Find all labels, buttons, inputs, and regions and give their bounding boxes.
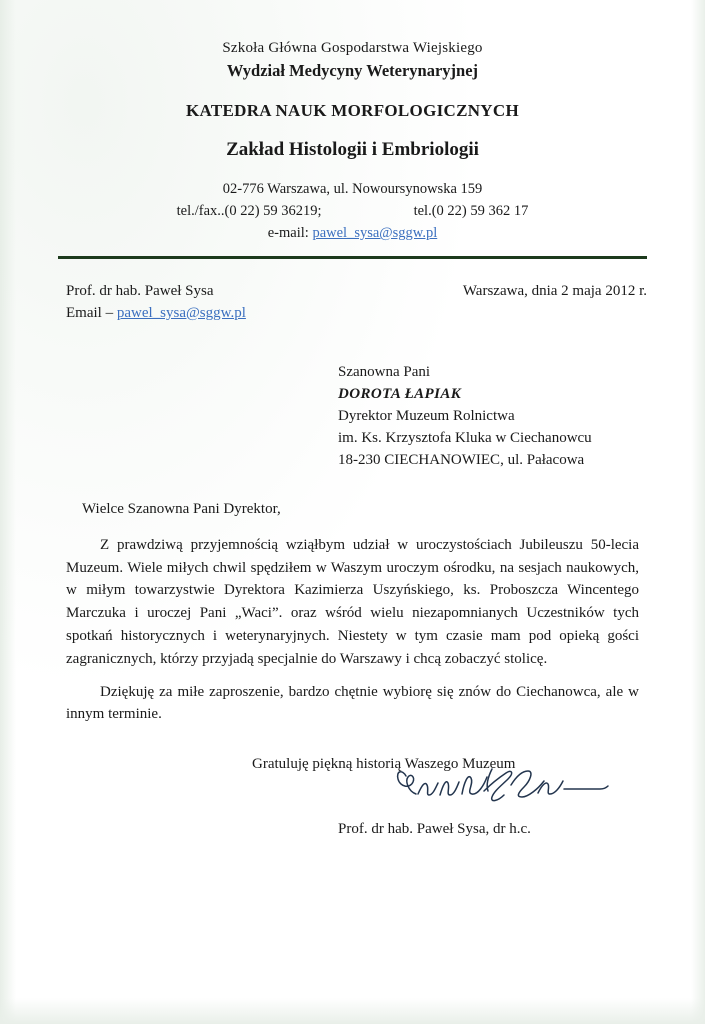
letterhead-university: Szkoła Główna Gospodarstwa Wiejskiego bbox=[222, 40, 483, 56]
letterhead bbox=[0, 40, 705, 259]
sender-email-link[interactable]: pawel_sysa@sggw.pl bbox=[116, 304, 246, 321]
document-content bbox=[0, 40, 705, 838]
sender-email-row bbox=[66, 303, 246, 325]
body-paragraph-1: Z prawdziwą przyjemnością wziąłbym udział w uroczystościach Jubileuszu 50-lecia Muzeum. Wiele miłych chwil spędziłem w Waszym uroczym ośrodku, na sesjach naukowych, w miłym towarzystwie Dyrektora Kazimierza Uszyńskiego, ks. Proboszcza Wincentego Marczuka i uroczej Pani „Waci”. oraz wśród wielu niezapomnianych Uczestników tych spotkań historycznych i weterynaryjnych. Niestety w tym czasie mam pod opieką gości zagranicznych, którzy przyjadą specjalnie do Warszawy i chcą zobaczyć stolicę. bbox=[66, 536, 639, 667]
addressee-line-1: Szanowna Pani bbox=[338, 363, 431, 380]
sender-email-label: Email – bbox=[66, 304, 114, 321]
addressee-line-5: 18-230 CIECHANOWIEC, ul. Pałacowa bbox=[338, 451, 585, 468]
addressee-block bbox=[338, 361, 705, 471]
closing-line: Gratuluję piękną historią Waszego Muzeum bbox=[252, 756, 516, 773]
letterhead-address: 02-776 Warszawa, ul. Nowoursynowska 159 bbox=[222, 181, 483, 197]
addressee-line-4: im. Ks. Krzysztofa Kluka w Ciechanowcu bbox=[338, 429, 592, 446]
page-edge-shadow-bottom bbox=[0, 998, 705, 1024]
addressee-name: DOROTA ŁAPIAK bbox=[338, 385, 462, 402]
signature-block bbox=[0, 773, 705, 821]
letterhead-unit: Zakład Histologii i Embriologii bbox=[226, 139, 479, 160]
sender-name: Prof. dr hab. Paweł Sysa bbox=[66, 283, 214, 299]
place-and-date: Warszawa, dnia 2 maja 2012 r. bbox=[462, 283, 647, 299]
letterhead-email-row bbox=[0, 225, 705, 242]
body-paragraph-2: Dziękuję za miłe zaproszenie, bardzo chętnie wybiorę się znów do Ciechanowca, ale w innym terminie. bbox=[66, 683, 639, 723]
letterhead-phone: tel.(0 22) 59 362 17 bbox=[413, 203, 529, 219]
letterhead-department: KATEDRA NAUK MORFOLOGICZNYCH bbox=[186, 101, 519, 120]
handwritten-signature bbox=[388, 767, 618, 813]
sender-block bbox=[66, 281, 246, 325]
salutation: Wielce Szanowna Pani Dyrektor, bbox=[82, 500, 281, 517]
signatory-name: Prof. dr hab. Paweł Sysa, dr h.c. bbox=[338, 821, 531, 838]
addressee-line-3: Dyrektor Muzeum Rolnictwa bbox=[338, 407, 515, 424]
letterhead-email-label: e-mail: bbox=[267, 225, 309, 241]
letterhead-divider bbox=[58, 256, 647, 259]
letterhead-faculty: Wydział Medycyny Weterynaryjnej bbox=[226, 61, 479, 80]
sender-date-row bbox=[66, 281, 647, 325]
letterhead-phones bbox=[0, 203, 705, 220]
letterhead-phone-fax: tel./fax..(0 22) 59 36219; bbox=[176, 203, 322, 219]
letterhead-email-link[interactable]: pawel_sysa@sggw.pl bbox=[312, 225, 438, 241]
